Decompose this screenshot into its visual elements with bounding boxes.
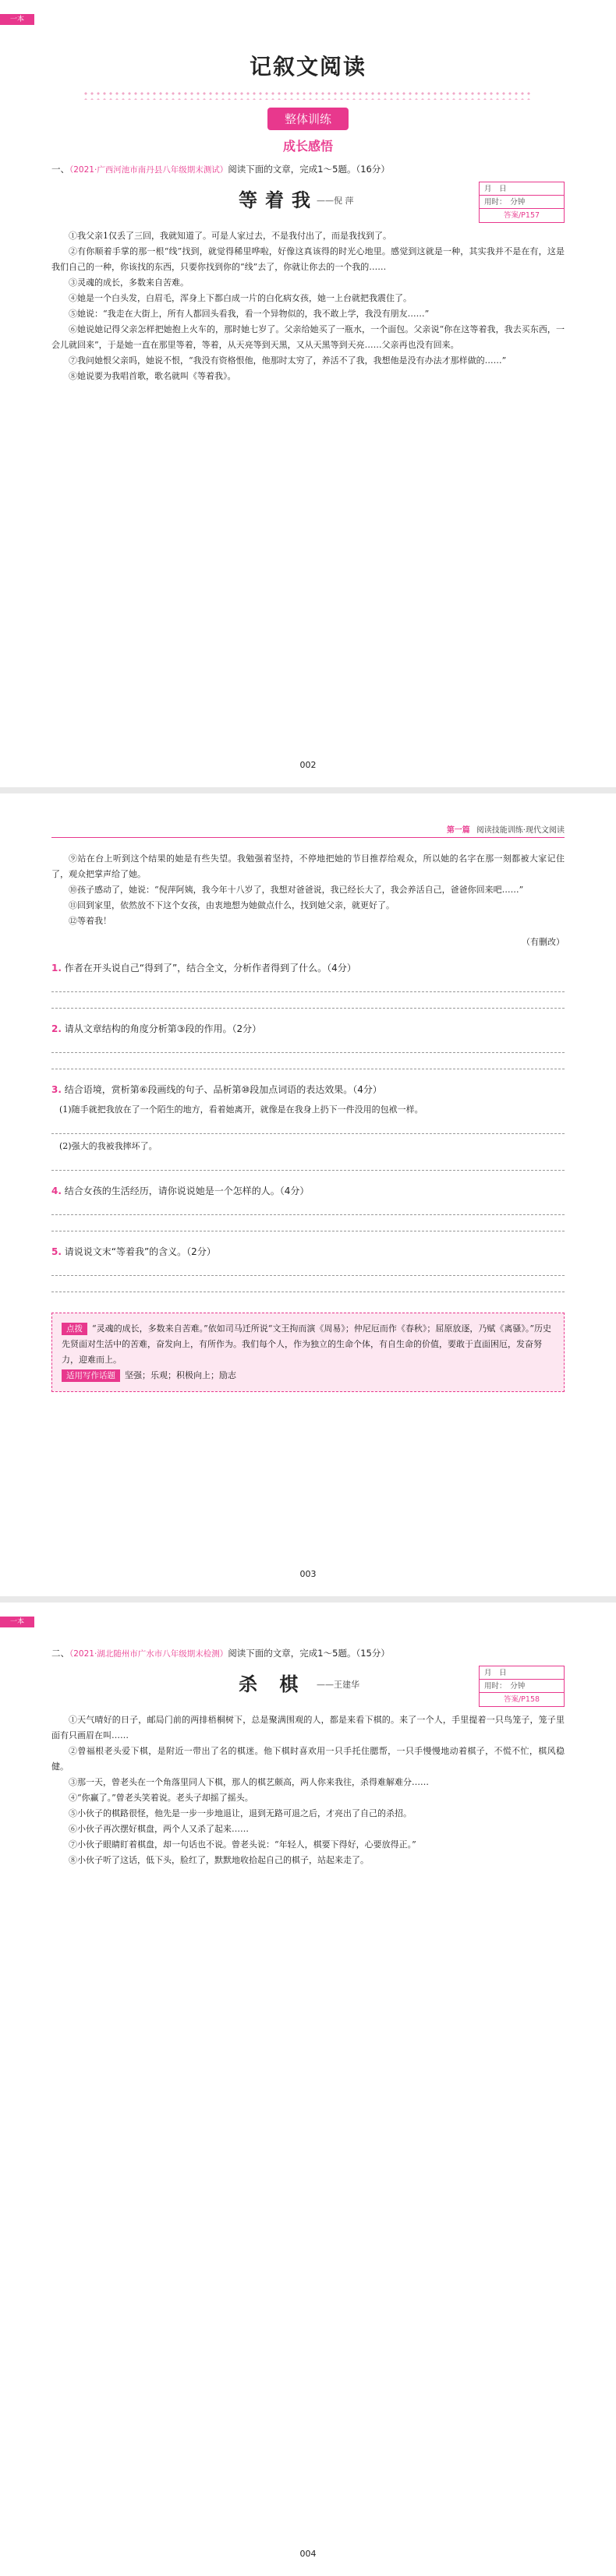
question-num: 2. <box>51 1023 62 1034</box>
question-source: （2021·湖北随州市广水市八年级期末检测） <box>69 1649 228 1659</box>
corner-tag: 一本 <box>0 14 34 25</box>
page-002 <box>0 0 616 787</box>
corner-tag: 一本 <box>0 1617 34 1627</box>
usage-tag: 适用写作话题 <box>62 1369 120 1382</box>
sub-question: (2)强大的我被我摔坏了。 <box>59 1141 158 1151</box>
question-3 <box>51 1082 565 1097</box>
paragraph: ②有你顺着手掌的那一根“线”找到，就觉得稀里哗啦，好像这真该得的时光心地里。感觉到这就是一种，其实我并不是在有，这是我们自己的一种，你该找的东西，只要你找到你的“线”去了，你就让你去的一个我的…… <box>51 246 565 272</box>
question-4 <box>51 1183 565 1199</box>
paragraph: ⑪回到家里，依然放不下这个女孩，由衷地想为她做点什么，找到她父亲，就更好了。 <box>69 900 395 910</box>
question-instruction: 阅读下面的文章，完成1～5题。（16分） <box>228 164 390 175</box>
stamp-answer-ref: 答案/P157 <box>503 211 540 220</box>
usage-text: 坚强；乐观；积极向上；励志 <box>125 1370 236 1380</box>
answer-line[interactable] <box>51 1133 565 1134</box>
analysis-tag: 点拨 <box>62 1323 87 1335</box>
question-heading <box>51 1646 565 1661</box>
page-003 <box>0 793 616 1596</box>
running-head <box>447 823 565 835</box>
page-004 <box>0 1602 616 2576</box>
running-head-part: 第一篇 <box>446 826 470 835</box>
sub-question: (1)随手就把我放在了一个陌生的地方，看着她离开，就像是在我身上扔下一件没用的包袱一样。 <box>59 1104 423 1115</box>
analysis-box <box>51 1313 565 1392</box>
stamp-time: 用时： 分钟 <box>480 1680 564 1693</box>
section-banner: 整体训练 <box>267 108 349 130</box>
story-title: 杀 棋 <box>239 1673 306 1695</box>
story-title: 等着我 <box>239 189 318 211</box>
question-num: 3. <box>51 1084 62 1095</box>
answer-line[interactable] <box>51 991 565 992</box>
question-num: 1. <box>51 963 62 974</box>
story-body <box>51 228 565 384</box>
paragraph: ⑩孩子感动了，她说：“倪萍阿姨，我今年十八岁了，我想对爸爸说，我已经长大了，我会养活自己，爸爸你回来吧……” <box>69 885 524 895</box>
dot-divider <box>83 90 533 100</box>
paragraph: ⑧小伙子听了这话，低下头，脸红了，默默地收拾起自己的棋子，站起来走了。 <box>69 1855 369 1865</box>
paragraph: ⑤小伙子的棋路很怪，他先是一步一步地退让，退到无路可退之后，才亮出了自己的杀招。 <box>69 1808 412 1818</box>
stamp-answer-ref: 答案/P158 <box>503 1695 540 1704</box>
question-5 <box>51 1244 565 1260</box>
paragraph: ③那一天，曾老头在一个角落里同人下棋，那人的棋艺颇高，两人你来我往，杀得难解难分…… <box>69 1777 429 1787</box>
story-author: ——倪 萍 <box>317 196 354 206</box>
paragraph: ⑦我问她恨父亲吗，她说不恨，“我没有资格恨他，他那时太穷了，养活不了我，我想他是没有办法才那样做的……” <box>69 355 507 366</box>
time-stamp-box <box>479 182 565 223</box>
question-number: 二、 <box>51 1648 69 1659</box>
answer-line[interactable] <box>51 1214 565 1215</box>
page-number: 004 <box>299 2549 317 2559</box>
paragraph: ⑧她说要为我唱首歌，歌名就叫《等着我》。 <box>69 371 236 381</box>
question-text: 请从文章结构的角度分析第③段的作用。（2分） <box>64 1023 262 1034</box>
paragraph: ③灵魂的成长，多数来自苦难。 <box>69 277 189 288</box>
analysis-text: “灵魂的成长，多数来自苦难。”依如司马迁所说“文王拘而演《周易》；仲尼厄而作《春秋》；屈原放逐，乃赋《离骚》。”历史先贤面对生活中的苦难，奋发向上，有所作为。我们每个人，作为独立的生命个体，有自生命的价值，要敢于直面困厄，发奋努力，迎难而上。 <box>62 1323 551 1365</box>
stamp-time: 用时： 分钟 <box>480 196 564 209</box>
question-num: 4. <box>51 1186 62 1196</box>
question-2 <box>51 1021 565 1037</box>
question-number: 一、 <box>51 164 69 175</box>
answer-line[interactable] <box>51 1275 565 1276</box>
page-title: 记叙文阅读 <box>249 54 366 80</box>
question-instruction: 阅读下面的文章，完成1～5题。（15分） <box>228 1648 390 1659</box>
answer-line[interactable] <box>51 1008 565 1009</box>
paragraph: ⑫等着我！ <box>69 916 112 926</box>
question-text: 结合女孩的生活经历，请你说说她是一个怎样的人。（4分） <box>64 1186 310 1196</box>
source-note: （有删改） <box>522 937 565 947</box>
question-text: 作者在开头说自己“得到了”，结合全文，分析作者得到了什么。（4分） <box>64 963 356 974</box>
question-text: 结合语境，赏析第⑥段画线的句子、品析第⑩段加点词语的表达效果。（4分） <box>64 1084 382 1095</box>
paragraph: ⑥她说她记得父亲怎样把她抱上火车的，那时她七岁了。父亲给她买了一瓶水，一个面包。父亲说“你在这等着我，我去买东西，一会儿就回来”，于是她一直在那里等着，等着，从天亮等到天黑，又从天黑等到天亮……父亲再也没有回来。 <box>51 324 565 350</box>
stamp-date: 月 日 <box>480 1666 564 1680</box>
section-subhead: 成长感悟 <box>282 139 333 154</box>
page-number: 002 <box>299 760 317 770</box>
page-number: 003 <box>299 1569 317 1579</box>
story-author: ——王建华 <box>317 1680 359 1690</box>
time-stamp-box <box>479 1666 565 1707</box>
paragraph: ①我父亲1仅丢了三回，我就知道了。可是人家过去，不是我付出了，而是我找到了。 <box>69 231 391 241</box>
stamp-date: 月 日 <box>480 182 564 196</box>
question-text: 请说说文末“等着我”的含义。（2分） <box>64 1246 216 1257</box>
paragraph: ④“你赢了。”曾老头笑着说。老头子却摇了摇头。 <box>69 1793 253 1803</box>
question-heading <box>51 162 565 177</box>
paragraph: ①天气晴好的日子，邮局门前的两排梧桐树下，总是聚满围观的人，都是来看下棋的。来了一个人，手里提着一只鸟笼子，笼子里面有只画眉在叫…… <box>51 1715 565 1740</box>
paragraph: ②曾福根老头爱下棋，是附近一带出了名的棋迷。他下棋时喜欢用一只手托住腮帮，一只手慢慢地动着棋子，不慌不忙，棋风稳健。 <box>51 1746 565 1772</box>
paragraph: ⑤她说：“我走在大街上，所有人都回头看我，看一个异物似的，我不敢上学，我没有朋友……” <box>69 309 430 319</box>
answer-line[interactable] <box>51 1052 565 1053</box>
paragraph: ⑥小伙子再次摆好棋盘，两个人又杀了起来…… <box>69 1824 249 1834</box>
question-source: （2021·广西河池市南丹县八年级期末测试） <box>69 165 228 175</box>
paragraph: ⑦小伙子眼睛盯着棋盘，却一句话也不说。曾老头说：“年轻人，棋要下得好，心要放得正。” <box>69 1839 416 1850</box>
running-head-rule <box>51 837 565 838</box>
question-1 <box>51 960 565 976</box>
question-num: 5. <box>51 1246 62 1257</box>
running-head-section: 阅读技能训练·现代文阅读 <box>476 826 565 835</box>
answer-line[interactable] <box>51 1170 565 1171</box>
paragraph: ④她是一个白头发，白眉毛，浑身上下都白成一片的白化病女孩，她一上台就把我震住了。 <box>69 293 412 303</box>
story-body <box>51 1712 565 1868</box>
paragraph: ⑨站在台上听到这个结果的她是有些失望。我勉强着坚持，不停地把她的节目推荐给观众，所以她的名字在那一刻都被大家记住了，观众把掌声给了她。 <box>51 853 565 879</box>
